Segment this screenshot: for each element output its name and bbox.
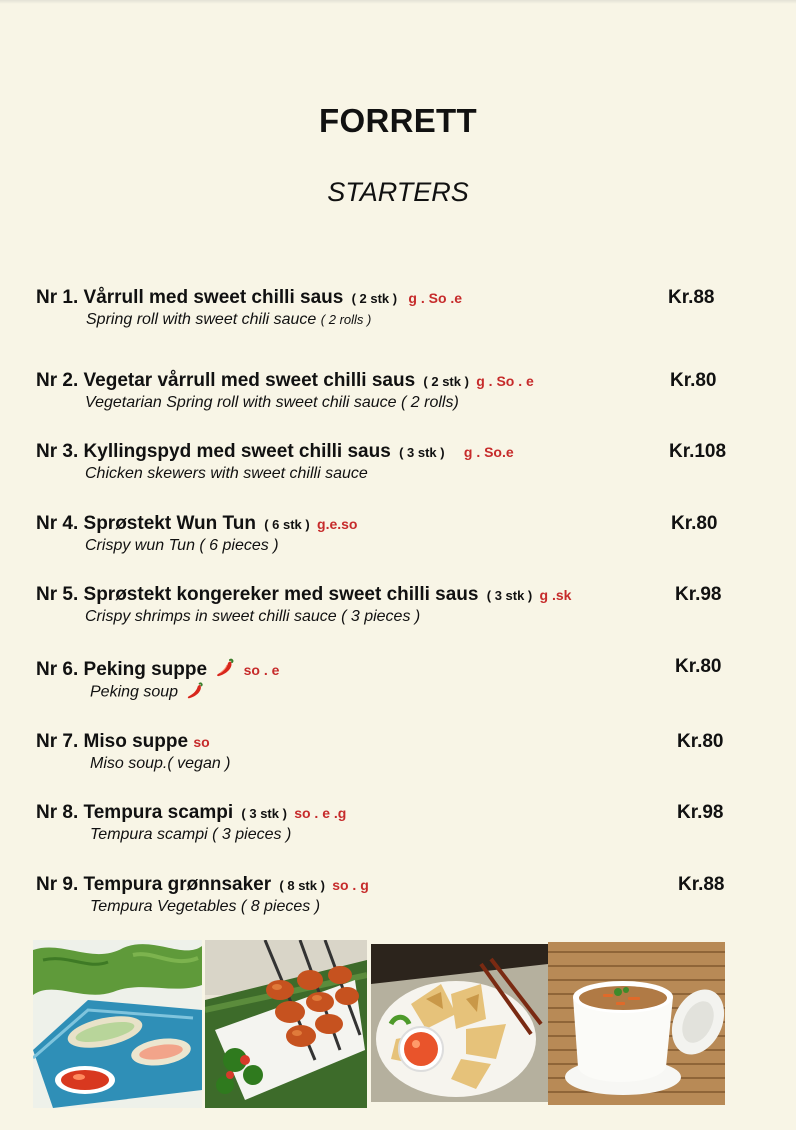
top-edge: [0, 0, 796, 4]
item-price: Kr.98: [677, 802, 724, 823]
item-number: Nr 1.: [36, 287, 79, 308]
item-english: [90, 680, 207, 705]
item-quantity: ( 6 stk ): [264, 517, 310, 532]
item-english-name: Peking soup: [90, 683, 179, 701]
wun-tun-photo: [371, 944, 548, 1102]
menu-item-8: [36, 802, 756, 852]
item-price: Kr.80: [677, 731, 724, 752]
item-name: Tempura grønnsaker: [83, 874, 272, 895]
item-number: Nr 9.: [36, 874, 79, 895]
item-name: Vårrull med sweet chilli saus: [83, 287, 344, 308]
item-name: Peking suppe: [83, 659, 208, 681]
spring-rolls-photo: [33, 940, 202, 1108]
item-allergens: so . e: [243, 662, 280, 679]
item-allergens: g.e.so: [317, 516, 358, 532]
item-name: Tempura scampi: [83, 802, 234, 823]
item-quantity: ( 2 stk ): [423, 374, 469, 389]
item-price: Kr.80: [670, 370, 717, 391]
item-number: Nr 6.: [36, 659, 79, 681]
soup-photo: [548, 942, 725, 1105]
item-english: [86, 311, 371, 329]
item-english: Crispy wun Tun ( 6 pieces ): [85, 537, 279, 554]
item-english: Vegetarian Spring roll with sweet chili sauce ( 2 rolls): [85, 394, 459, 411]
item-number: Nr 7.: [36, 731, 79, 752]
item-allergens: g .sk: [539, 587, 572, 603]
item-english-extra: ( 2 rolls ): [320, 312, 372, 327]
menu-item-2: [36, 370, 756, 420]
item-english: Chicken skewers with sweet chilli sauce: [85, 465, 368, 482]
item-english: Tempura scampi ( 3 pieces ): [90, 826, 292, 843]
menu-item-9: [36, 874, 756, 924]
item-allergens: so . e .g: [294, 805, 347, 821]
item-quantity: ( 3 stk ): [486, 588, 533, 603]
chili-pepper-icon: [214, 656, 236, 684]
chili-pepper-icon: [185, 680, 205, 705]
menu-item-4: [36, 513, 756, 563]
menu-item-5: [36, 584, 756, 634]
item-allergens: so: [193, 734, 210, 750]
chicken-skewers-photo: [205, 940, 367, 1108]
item-number: Nr 2.: [36, 370, 79, 391]
item-allergens: g . So . e: [476, 373, 534, 389]
item-name: Sprøstekt kongereker med sweet chilli saus: [83, 584, 479, 605]
menu-item-1: [36, 287, 756, 337]
item-name: Vegetar vårrull med sweet chilli saus: [83, 370, 416, 391]
item-number: Nr 3.: [36, 441, 79, 462]
item-title: [36, 874, 369, 896]
page-subtitle: STARTERS: [327, 177, 469, 207]
item-name: Sprøstekt Wun Tun: [83, 513, 256, 534]
item-price: Kr.88: [668, 287, 715, 308]
item-quantity: ( 3 stk ): [241, 806, 287, 821]
item-price: Kr.98: [675, 584, 722, 605]
item-title: [36, 513, 357, 535]
item-title: [36, 584, 571, 606]
item-number: Nr 8.: [36, 802, 79, 823]
item-quantity: ( 8 stk ): [279, 878, 325, 893]
item-name: Kyllingspyd med sweet chilli saus: [83, 441, 391, 462]
menu-item-3: [36, 441, 756, 491]
item-allergens: so . g: [332, 877, 369, 893]
menu-item-6: [36, 656, 756, 706]
item-quantity: ( 3 stk ): [399, 445, 445, 460]
item-name: Miso suppe: [83, 731, 189, 752]
item-price: Kr.88: [678, 874, 725, 895]
menu-item-7: [36, 731, 756, 781]
item-title: [36, 370, 534, 392]
item-number: Nr 5.: [36, 584, 79, 605]
item-title: [36, 287, 462, 309]
page-title: FORRETT: [319, 102, 477, 139]
item-allergens: g . So.e: [463, 444, 514, 460]
item-title: [36, 802, 346, 824]
item-english: Miso soup.( vegan ): [90, 755, 231, 772]
item-allergens: g . So .e: [408, 290, 463, 306]
item-english-name: Spring roll with sweet chili sauce: [86, 311, 317, 328]
item-price: Kr.80: [675, 656, 722, 677]
item-price: Kr.80: [671, 513, 718, 534]
item-title: [36, 441, 514, 463]
item-number: Nr 4.: [36, 513, 79, 534]
item-english: Crispy shrimps in sweet chilli sauce ( 3 pieces ): [85, 608, 421, 625]
item-quantity: ( 2 stk ): [351, 291, 398, 306]
item-title: [36, 731, 210, 753]
item-price: Kr.108: [669, 441, 727, 462]
item-english: Tempura Vegetables ( 8 pieces ): [90, 898, 321, 915]
